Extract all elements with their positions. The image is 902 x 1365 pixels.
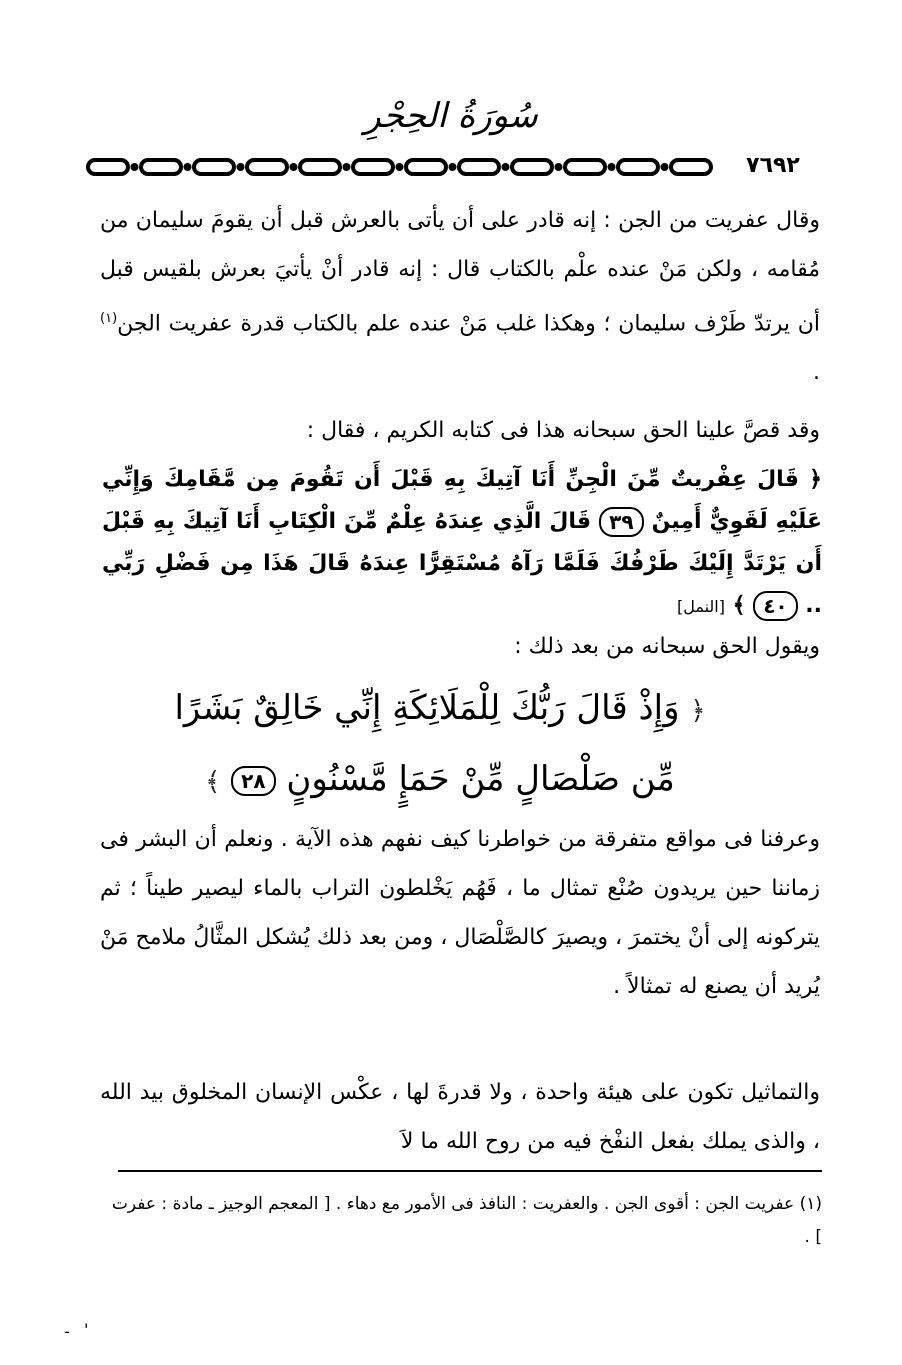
verse-hijr-text: وَإِذْ قَالَ رَبُّكَ لِلْمَلَائِكَةِ إِنِّي خَالِقٌ بَشَرًا مِّن صَلْصَالٍ مِّنْ حَمَإٍ مَّسْنُونٍ [174,688,680,799]
page-number: ٧٦٩٢ [746,153,800,178]
verse-source: [النمل] [676,597,725,616]
verse-hijr [160,674,720,816]
footnote-marker: (١) [100,311,118,326]
verse-naml [102,459,822,628]
chain-link [300,160,340,174]
footnote-separator [118,1170,822,1172]
scan-speck: ' [84,1320,89,1339]
verse-close-bracket: ﴾ [732,593,746,618]
ayah-number-39: ٣٩ [599,507,643,537]
chain-link [406,160,446,174]
ornamental-chain-divider [86,154,726,180]
chain-dot [555,163,563,171]
verse-open-bracket: ﴿ [809,467,822,492]
scan-speck: - [64,1322,70,1341]
paragraph-3: ويقول الحق سبحانه من بعد ذلك : [514,634,820,659]
paragraph-4: وعرفنا فى مواقع متفرقة من خواطرنا كيف نفهم هذه الآية . ونعلم أن البشر فى زماننا حين يريدون صُنْع تمثال ما ، فَهُم يَخْلطون التراب بالماء ليصير طيناً ؛ ثم يتركونه إلى أنْ يختمرَ ، ويصيرَ كالصَّلْصَال ، ومن بعد ذلك يُشكل المثَّالُ ملامح مَنْ يُريد أن يصنع له تمثالاً . [100,827,820,999]
chain-link [194,160,234,174]
ayah-number-28: ٢٨ [231,766,275,796]
verse-naml-part-2: قَالَ الَّذِي عِندَهُ عِلْمٌ مِّنَ الْكِتَابِ أَنَا آتِيكَ بِهِ قَبْلَ أَن يَرْتَدَّ إِلَيْكَ طَرْفُكَ فَلَمَّا رَآهُ مُسْتَقِرًّا عِندَهُ قَالَ هَذَا مِن فَضْلِ رَبِّي .. [102,509,822,618]
paragraph-2: وقد قصَّ علينا الحق سبحانه هذا فى كتابه الكريم ، فقال : [306,418,820,443]
surah-title: سُورَةُ الحِجْرِ [364,96,538,136]
chain-dot [290,163,298,171]
chain-dot [449,163,457,171]
paragraph-1-text: وقال عفريت من الجن : إنه قادر على أن يأتى بالعرش قبل أن يقومَ سليمان من مُقامه ، ولكن مَنْ عنده علْم بالكتاب قال : إنه قادر أنْ يأتيَ بعرش بلقيس قبل أن يرتدّ طَرْف سليمان ؛ وهكذا غلب مَنْ عنده علم بالكتاب قدرة عفريت الجن [100,208,820,337]
chain-dot [396,163,404,171]
chain-dot [502,163,510,171]
chain-link [618,160,658,174]
ornate-open-bracket: ﴿ [690,696,706,726]
paragraph-1 [100,196,820,397]
chain-dot [661,163,669,171]
chain-link [247,160,287,174]
chain-link [512,160,552,174]
chain-dot [184,163,192,171]
paragraph-1-end: . [813,360,820,386]
chain-dot [237,163,245,171]
chain-link [88,160,128,174]
chain-link [353,160,393,174]
chain-link [671,160,711,174]
ornate-close-bracket: ﴾ [205,767,221,797]
paragraph-5: والتماثيل تكون على هيئة واحدة ، ولا قدرةَ لها ، عكْس الإنسان المخلوق بيد الله ، والذى يملك بفعل النفْخ فيه من روح الله ما لاَ [100,1080,820,1154]
chain-dot [131,163,139,171]
chain-dot [608,163,616,171]
verse-naml-part-1: قَالَ عِفْريتٌ مِّنَ الْجِنِّ أَنَا آتِيكَ بِهِ قَبْلَ أَن تَقُومَ مِن مَّقَامِكَ وَإِنِّي عَلَيْهِ لَقَوِيٌّ أَمِينٌ [102,467,822,534]
chain-dot [343,163,351,171]
ayah-number-40: ٤٠ [753,591,797,621]
chain-link [141,160,181,174]
chain-link [459,160,499,174]
footnote: (١) عفريت الجن : أقوى الجن . والعفريت : النافذ فى الأمور مع دهاء . [ المعجم الوجيز ـ مادة : عفرت ] . [111,1194,822,1247]
chain-link [565,160,605,174]
